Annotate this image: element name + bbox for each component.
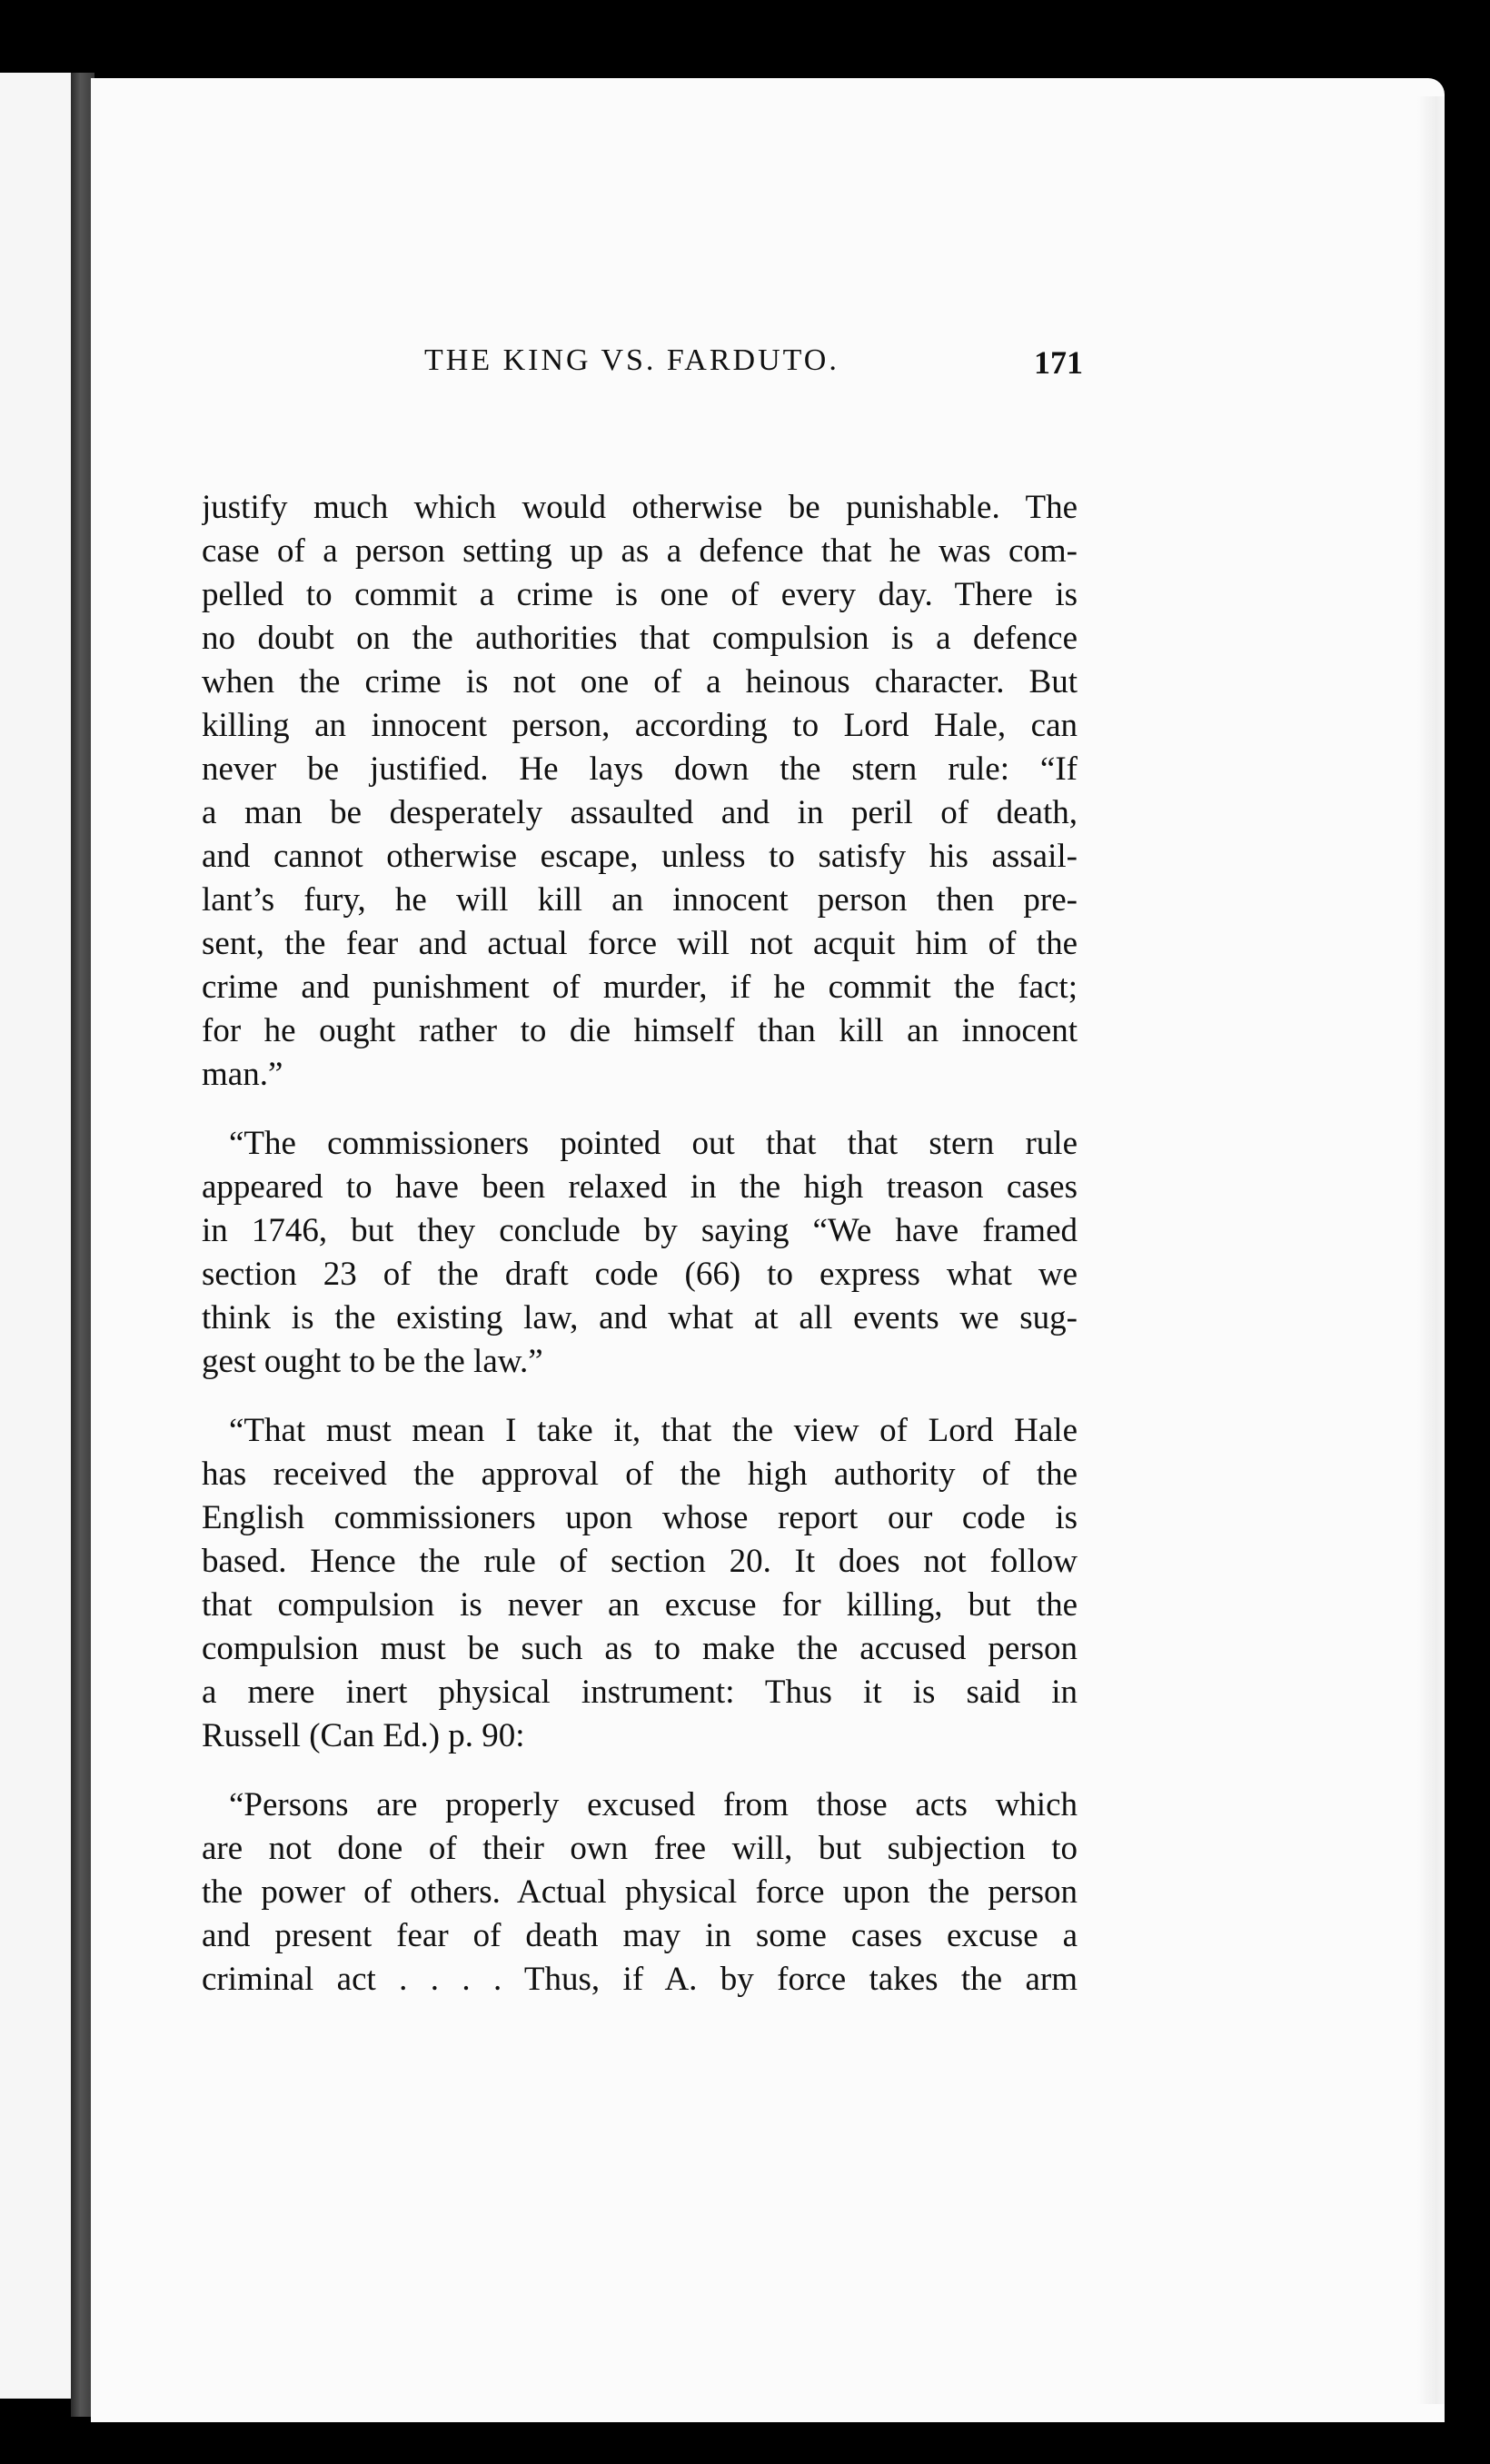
text-line: sent, the fear and actual force will not acquit him of the (202, 925, 1078, 962)
text-line: based. Hence the rule of section 20. It does not follow (202, 1543, 1078, 1580)
text-line: justify much which would otherwise be punishable. The (202, 489, 1078, 526)
text-line: case of a person setting up as a defence that he was com- (202, 532, 1078, 570)
text-line: criminal act . . . . Thus, if A. by force takes the arm (202, 1961, 1078, 1998)
text-line: appeared to have been relaxed in the high treason cases (202, 1168, 1078, 1206)
text-line: English commissioners upon whose report our code is (202, 1499, 1078, 1536)
text-line: in 1746, but they conclude by saying “We have framed (202, 1212, 1078, 1249)
text-line: a mere inert physical instrument: Thus it is said in (202, 1674, 1078, 1711)
text-line: and cannot otherwise escape, unless to satisfy his assail- (202, 838, 1078, 875)
text-line: think is the existing law, and what at all events we sug- (202, 1299, 1078, 1336)
text-line: has received the approval of the high authority of the (202, 1456, 1078, 1493)
page-header (111, 343, 1083, 398)
text-line: lant’s fury, he will kill an innocent person then pre- (202, 881, 1078, 919)
text-line: are not done of their own free will, but subjection to (202, 1830, 1078, 1867)
text-line: crime and punishment of murder, if he commit the fact; (202, 969, 1078, 1006)
page-number: 171 (1034, 344, 1083, 381)
paragraph (202, 486, 1078, 1097)
text-line: “That must mean I take it, that the view of Lord Hale (229, 1412, 1078, 1449)
text-line: Russell (Can Ed.) p. 90: (202, 1717, 525, 1754)
text-line: gest ought to be the law.” (202, 1343, 543, 1380)
text-line: and present fear of death may in some cases excuse a (202, 1917, 1078, 1954)
running-head: THE KING VS. FARDUTO. (424, 343, 839, 377)
paragraph (202, 1122, 1078, 1384)
text-line: a man be desperately assaulted and in peril of death, (202, 794, 1078, 831)
text-line: that compulsion is never an excuse for killing, but the (202, 1586, 1078, 1624)
text-line: never be justified. He lays down the stern rule: “If (202, 750, 1078, 788)
paragraph (202, 1783, 1078, 2002)
paragraph (202, 1409, 1078, 1758)
left-page-edge (0, 73, 80, 2399)
text-line: no doubt on the authorities that compulsion is a defence (202, 620, 1078, 657)
text-line: when the crime is not one of a heinous character. But (202, 663, 1078, 700)
text-line: “The commissioners pointed out that that stern rule (229, 1125, 1078, 1162)
text-line: killing an innocent person, according to Lord Hale, can (202, 707, 1078, 744)
text-line: the power of others. Actual physical force upon the person (202, 1873, 1078, 1911)
text-line: section 23 of the draft code (66) to express what we (202, 1256, 1078, 1293)
text-line: “Persons are properly excused from those acts which (229, 1786, 1078, 1823)
text-line: for he ought rather to die himself than kill an innocent (202, 1012, 1078, 1049)
text-line: pelled to commit a crime is one of every day. There is (202, 576, 1078, 613)
page-edge-shadow (1417, 96, 1445, 2404)
text-line: compulsion must be such as to make the accused person (202, 1630, 1078, 1667)
body-text (202, 486, 1078, 2027)
text-line: man.” (202, 1056, 283, 1093)
